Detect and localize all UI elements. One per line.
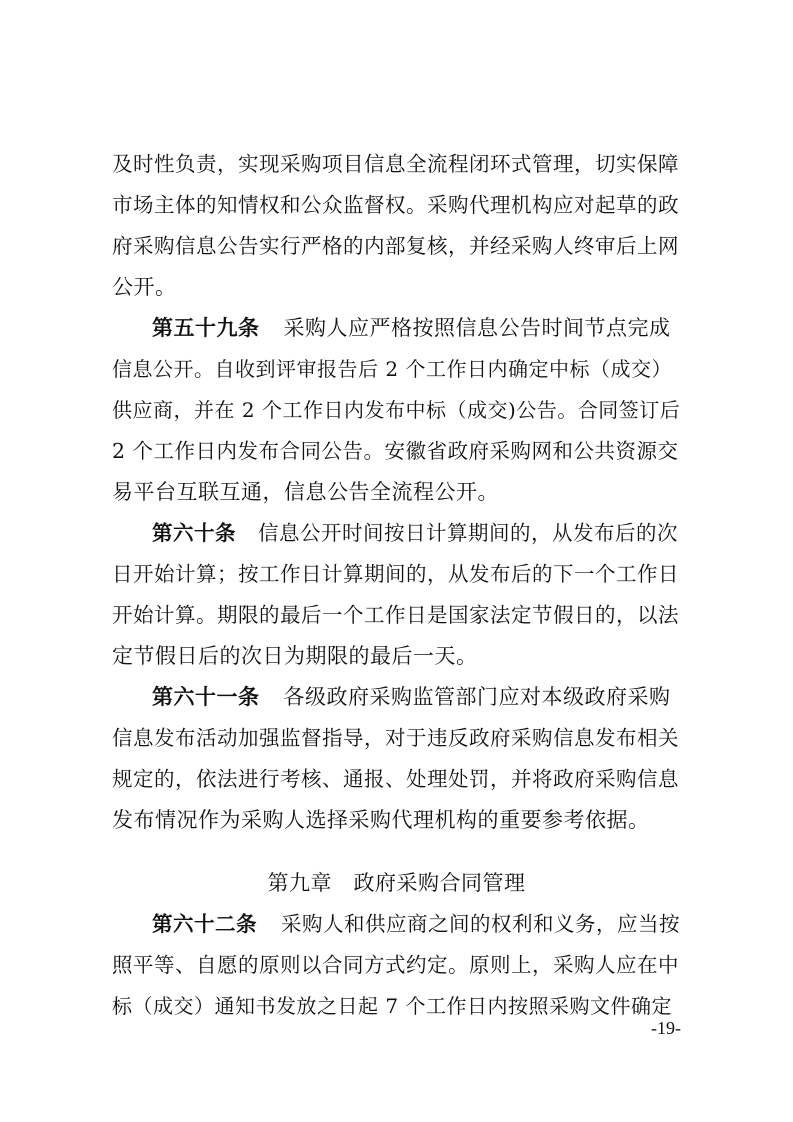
paragraph-line: 规定的，依法进行考核、通报、处理处罚，并将政府采购信息: [112, 767, 679, 791]
article-heading: 第六十一条: [152, 685, 260, 709]
paragraph-line: 日开始计算；按工作日计算期间的，从发布后的下一个工作日: [112, 562, 679, 586]
article-line: [152, 519, 678, 547]
paragraph-line: 公开。: [112, 275, 177, 299]
article-line: [152, 314, 671, 342]
article-line: [152, 683, 671, 711]
paragraph-text: 采购人和供应商之间的权利和义务，应当按: [281, 912, 680, 936]
paragraph-line: 定节假日后的次日为期限的最后一天。: [112, 644, 478, 668]
paragraph-line: 2 个工作日内发布合同公告。安徽省政府采购网和公共资源交: [112, 439, 679, 463]
paragraph-line: 市场主体的知情权和公众监督权。采购代理机构应对起草的政: [112, 193, 679, 217]
paragraph-line: 照平等、自愿的原则以合同方式约定。原则上，采购人应在中: [112, 953, 679, 977]
paragraph-line: 及时性负责，实现采购项目信息全流程闭环式管理，切实保障: [112, 152, 679, 176]
chapter-heading: 第九章 政府采购合同管理: [267, 871, 526, 895]
page-number: -19-: [651, 1018, 681, 1038]
paragraph-line: 府采购信息公告实行严格的内部复核，并经采购人终审后上网: [112, 234, 679, 258]
paragraph-text: 信息公开时间按日计算期间的，从发布后的次: [258, 521, 678, 545]
paragraph-line: 供应商，并在 2 个工作日内发布中标（成交)公告。合同签订后: [112, 398, 681, 422]
article-heading: 第五十九条: [152, 316, 260, 340]
paragraph-line: 信息发布活动加强监督指导，对于违反政府采购信息发布相关: [112, 726, 679, 750]
paragraph-text: 各级政府采购监管部门应对本级政府采购: [283, 685, 671, 709]
paragraph-line: 标（成交）通知书发放之日起 7 个工作日内按照采购文件确定: [112, 994, 672, 1018]
paragraph-text: 采购人应严格按照信息公告时间节点完成: [283, 316, 671, 340]
article-heading: 第六十二条: [152, 912, 257, 936]
paragraph-line: 易平台互联互通，信息公告全流程公开。: [112, 480, 499, 504]
paragraph-line: 开始计算。期限的最后一个工作日是国家法定节假日的，以法: [112, 603, 679, 627]
paragraph-line: 信息公开。自收到评审报告后 2 个工作日内确定中标（成交）: [112, 357, 672, 381]
article-line: [152, 910, 680, 938]
paragraph-line: 发布情况作为采购人选择采购代理机构的重要参考依据。: [112, 808, 650, 832]
article-heading: 第六十条: [152, 521, 236, 545]
